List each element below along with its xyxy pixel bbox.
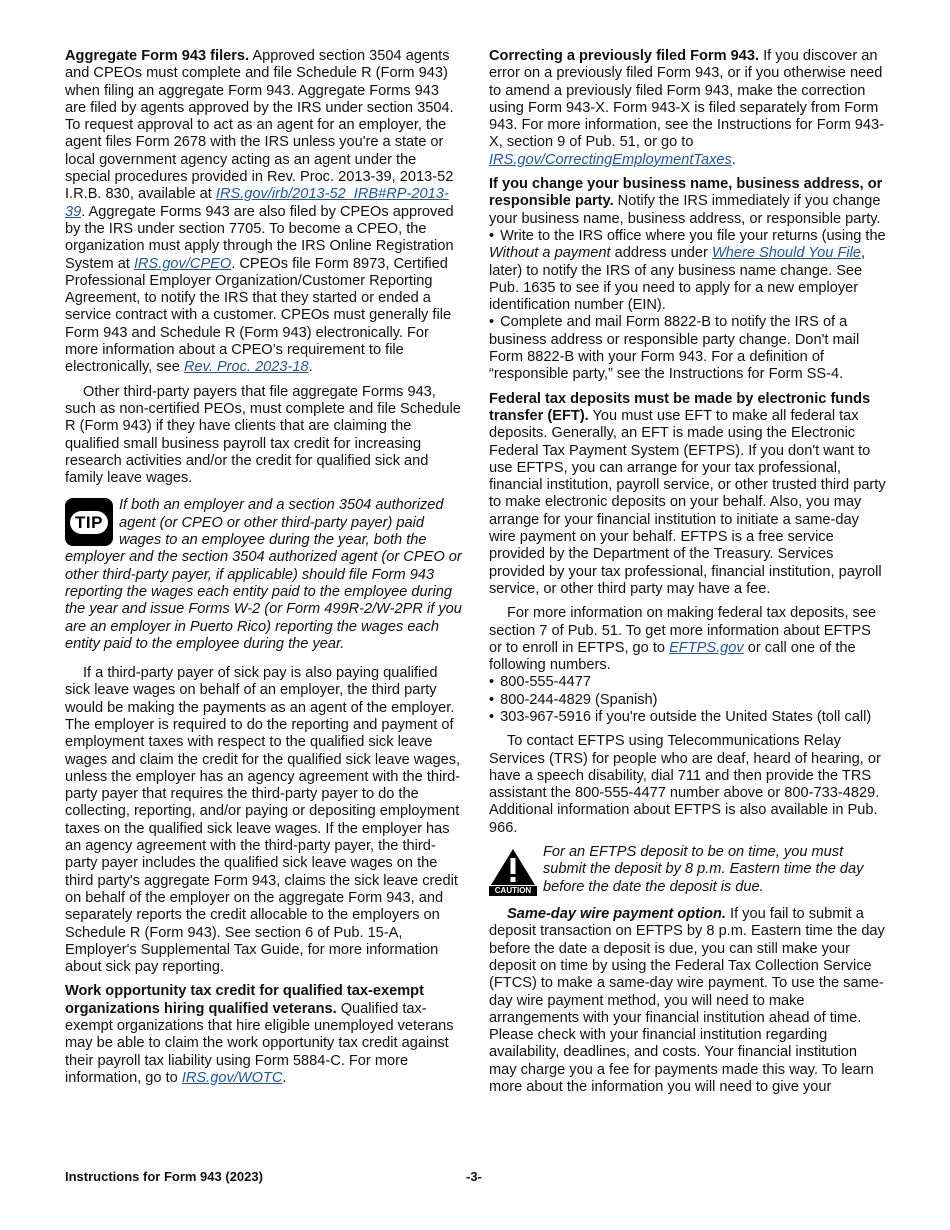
caution-icon	[489, 848, 537, 896]
caution-note	[489, 844, 886, 896]
irb-2013-52-link[interactable]: IRS.gov/irb/2013-52_IRB#RP-2013-39	[65, 186, 449, 220]
aggregate-filers-heading: Aggregate Form 943 filers.	[65, 48, 250, 64]
correcting-paragraph: Correcting a previously filed Form 943. If you discover an error on a previously filed Form 943, or if you otherwise need to amend a previously filed Form 943, make the correction using Form 943-X. Form 943-X is filed separately from Form 943. For more information, see the Instructions for Form 943-X, section 9 of Pub. 51, or go to IRS.gov/CorrectingEmploymentTaxes.	[489, 48, 885, 168]
phone-item: • 800-555-4477	[489, 674, 886, 691]
change-bullet-name: • Write to the IRS office where you file your returns (using the Without a payment address under Where Should You File, later) to notify the IRS of any business name change. See Pub. 1635 to see if you need to apply for a new employer identification number (EIN).	[489, 228, 886, 314]
more-info-paragraph: For more information on making federal tax deposits, see section 7 of Pub. 51. To get more information about EFTPS or to enroll in EFTPS, go to EFTPS.gov or call one of the following numbers.	[489, 605, 877, 674]
caution-label: CAUTION	[489, 886, 537, 896]
eft-heading: Federal tax deposits must be made by electronic funds transfer (EFT).	[489, 390, 871, 424]
caution-text: For an EFTPS deposit to be on time, you must submit the deposit by 8 p.m. Eastern time the day before the date the deposit is due.	[543, 844, 864, 895]
eftps-info-section	[489, 605, 886, 726]
tip-text: If both an employer and a section 3504 authorized agent (or CPEO or other third-party payer) paid wages to an employee during the year, both the employer and the section 3504 authorized agent (or CPEO or other third-party payer, if applicable) should file Form 943 reporting the wages each entity paid to the employee during the year and issue Forms W-2 (or Form 499R-2/W-2PR if you are an employer in Puerto Rico) reporting the wages each entity paid to the employee during the year.	[65, 497, 462, 652]
left-column	[65, 48, 462, 1094]
tip-icon: TIP	[65, 498, 113, 546]
eft-paragraph: Federal tax deposits must be made by electronic funds transfer (EFT). You must use EFT to make all federal tax deposits. Generally, an EFT is made using the Electronic Federal Tax Payment System (EFTPS). If you don't want to use EFTPS, you can arrange for your tax professional, financial institution, payroll service, or other trusted third party to make electronic deposits on your behalf. Also, you may arrange for your financial institution to initiate a same-day wire payment on your behalf. EFTPS is a free service provided by the Department of the Treasury. Services provided by your tax professional, financial institution, payroll service, or other third party may have a fee.	[489, 390, 886, 597]
wire-payment-heading: Same-day wire payment option.	[507, 906, 726, 923]
aggregate-filers-paragraph: Aggregate Form 943 filers. Approved section 3504 agents and CPEOs must complete and file Schedule R (Form 943) when filing an aggregate Form 943. Aggregate Forms 943 are filed by agents approved by the IRS under section 3504. To request approval to act as an agent for an employer, the agent files Form 2678 with the IRS unless you're a state or local government agency acting as an agent under the special procedures provided in Rev. Proc. 2013-39, 2013-52 I.R.B. 830, available at IRS.gov/irb/2013-52_IRB#RP-2013-39. Aggregate Forms 943 are also filed by CPEOs approved by the IRS under section 7705. To become a CPEO, the organization must apply through the IRS Online Registration System at IRS.gov/CPEO. CPEOs file Form 8973, Certified Professional Employer Organization/Customer Reporting Agreement, to notify the IRS that they started or ended a service contract with a customer. CPEOs must generally file Form 943 and Schedule R (Form 943) electronically. For more information about a CPEO’s requirement to file electronically, see Rev. Proc. 2023-18.	[65, 48, 454, 376]
correcting-heading: Correcting a previously filed Form 943.	[489, 48, 760, 64]
where-should-you-file-link[interactable]: Where Should You File	[711, 245, 861, 262]
footer-title: Instructions for Form 943 (2023)	[65, 1169, 263, 1184]
correcting-employment-taxes-link[interactable]: IRS.gov/CorrectingEmploymentTaxes	[489, 151, 732, 168]
wotc-heading: Work opportunity tax credit for qualified tax-exempt organizations hiring qualified veterans.	[65, 983, 424, 1017]
other-third-party-paragraph: Other third-party payers that file aggregate Forms 943, such as non-certified PEOs, must complete and file Schedule R (Form 943) if they have clients that are claiming the qualified small business payroll tax credit for increasing research activities and/or the credit for qualified sick and family leave wages.	[65, 383, 461, 487]
trs-paragraph: To contact EFTPS using Telecommunications Relay Services (TRS) for people who are deaf, heard of hearing, or have a speech disability, dial 711 and then provide the TRS assistant the 800-555-4477 number above or 800-733-4829. Additional information about EFTPS is also available in Pub. 966.	[489, 733, 881, 836]
phone-item: • 303-967-5916 if you're outside the United States (toll call)	[489, 709, 886, 726]
change-business-heading: If you change your business name, business address, or responsible party.	[489, 176, 883, 210]
irs-cpeo-link[interactable]: IRS.gov/CPEO	[133, 255, 232, 272]
tip-note	[65, 497, 462, 653]
wotc-paragraph: Work opportunity tax credit for qualified tax-exempt organizations hiring qualified veterans. Qualified tax-exempt organizations that hire eligible unemployed veterans may be able to claim the work opportunity tax credit against their payroll tax liability using Form 5884-C. For more information, go to IRS.gov/WOTC.	[65, 983, 454, 1086]
right-column	[489, 48, 886, 1103]
phone-item: • 800-244-4829 (Spanish)	[489, 692, 886, 709]
page-number: -3-	[466, 1169, 482, 1184]
rev-proc-2023-18-link[interactable]: Rev. Proc. 2023-18	[183, 359, 309, 376]
change-business-intro: If you change your business name, business address, or responsible party. Notify the IRS immediately if you change your business name, business address, or responsible party.	[489, 176, 883, 227]
change-bullet-address: • Complete and mail Form 8822-B to notify the IRS of a business address or responsible party change. Don't mail Form 8822-B with your Form 943. For a definition of “responsible party,” see the Instructions for Form SS-4.	[489, 314, 886, 383]
change-business-section	[489, 176, 886, 384]
eftps-gov-link[interactable]: EFTPS.gov	[669, 639, 744, 656]
wire-payment-paragraph: Same-day wire payment option. If you fail to submit a deposit transaction on EFTPS by 8 p.m. Eastern time the day before the date a deposit is due, you can still make your deposit on time by using the Federal Tax Collection Service (FTCS) to make a same-day wire payment. To use the same-day wire payment method, you will need to make arrangements with your financial institution ahead of time. Please check with your financial institution regarding availability, deadlines, and costs. Your financial institution may charge you a fee for payments made this way. To learn more about the information you will need to give your	[489, 906, 885, 1096]
sick-pay-paragraph: If a third-party payer of sick pay is also paying qualified sick leave wages on behalf of an employer, the third party would be making the payments as an agent of the employer. The employer is required to do the reporting and payment of employment taxes with respect to the qualified sick leave wages and claim the credit for the qualified sick leave wages, unless the employer has an agency agreement with the third-party payer that requires the third-party payer to do the collecting, reporting, and/or paying or depositing employment taxes on the qualified sick leave wages. If the employer has an agency agreement with the third-party payer, the third-party payer includes the qualified sick leave wages on the third party's aggregate Form 943, claims the sick leave credit on behalf of the employer on the aggregate Form 943, and separately reports the credit allocable to the employers on Schedule R (Form 943). See section 6 of Pub. 15-A, Employer's Supplemental Tax Guide, for more information about sick pay reporting.	[65, 665, 461, 976]
irs-wotc-link[interactable]: IRS.gov/WOTC	[181, 1069, 283, 1086]
